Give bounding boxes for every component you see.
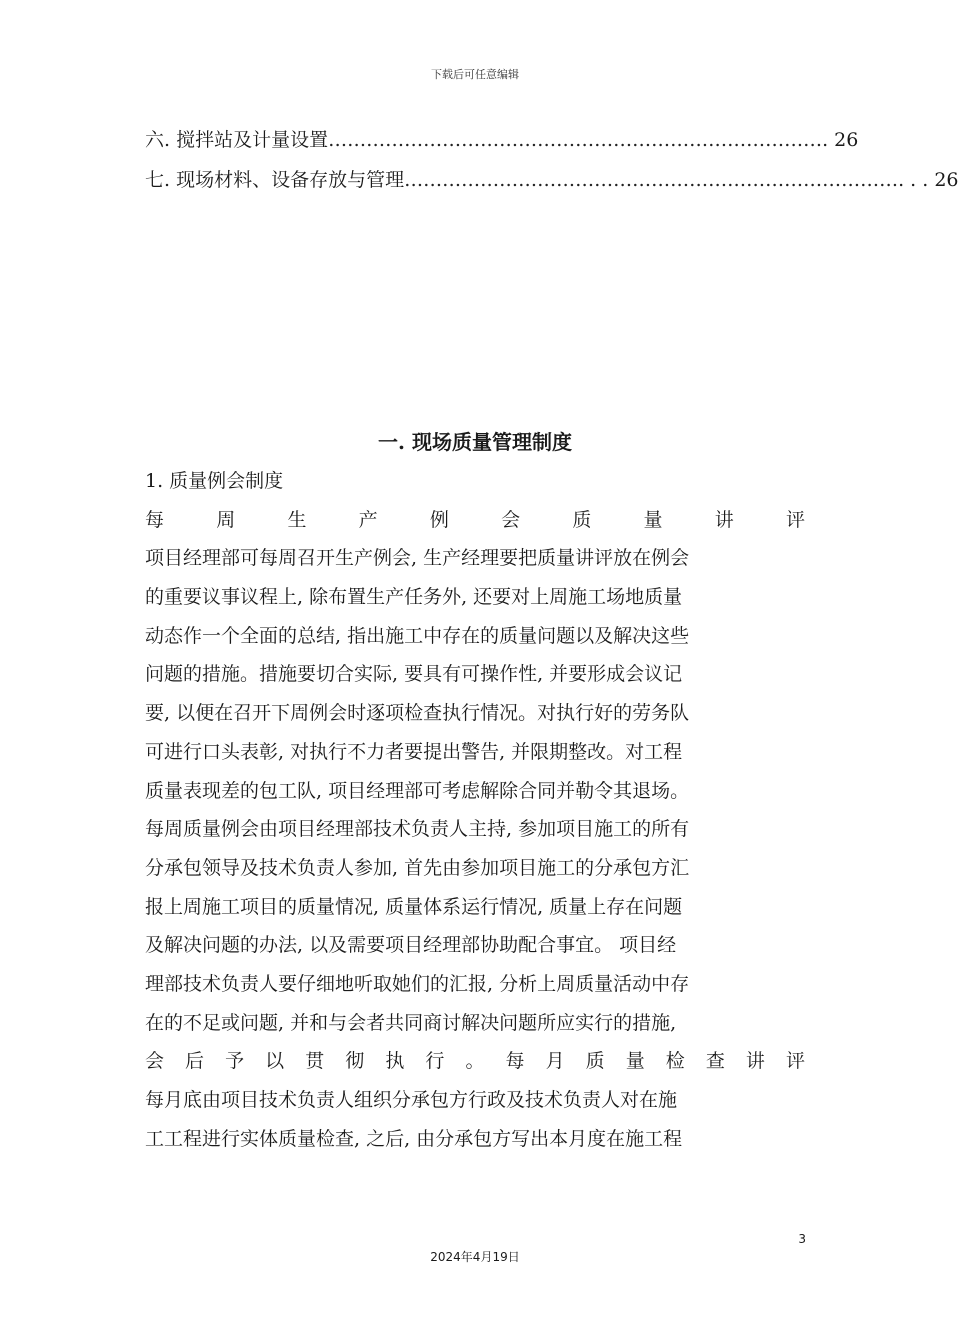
- toc-entry: [145, 160, 959, 200]
- page-number: 3: [798, 1232, 806, 1246]
- toc-entry-page: . 26: [822, 129, 859, 151]
- paragraph-line: 分承包领导及技术负责人参加, 首先由参加项目施工的分承包方汇: [145, 856, 690, 879]
- paragraph-line: 要, 以便在召开下周例会时逐项检查执行情况。对执行好的劳务队: [145, 702, 690, 725]
- toc-entry: [145, 120, 859, 160]
- paragraph-line: 及解决问题的办法, 以及需要项目经理部协助配合事宜。 项目经: [145, 934, 677, 957]
- toc-entry-page: . . . 26: [898, 169, 959, 191]
- toc-dot-leader: ……………………………………………………………………: [404, 169, 899, 191]
- page-header: 下载后可任意编辑: [431, 68, 519, 81]
- paragraph-line: 项目经理部可每周召开生产例会, 生产经理要把质量讲评放在例会: [145, 547, 690, 570]
- paragraph-line: 理部技术负责人要仔细地听取她们的汇报, 分析上周质量活动中存: [145, 972, 690, 995]
- paragraph-line: 质量表现差的包工队, 项目经理部可考虑解除合同并勒令其退场。: [145, 779, 690, 802]
- toc-entry-label: 七. 现场材料、设备存放与管理: [145, 169, 405, 191]
- subsection-heading: 1. 质量例会制度: [145, 470, 284, 492]
- body-text: [145, 462, 805, 1158]
- paragraph-line: 报上周施工项目的质量情况, 质量体系运行情况, 质量上存在问题: [145, 895, 683, 918]
- paragraph-line: 在的不足或问题, 并和与会者共同商讨解决问题所应实行的措施,: [145, 1011, 677, 1034]
- table-of-contents: [145, 120, 959, 200]
- paragraph-line: 的重要议事议程上, 除布置生产任务外, 还要对上周施工场地质量: [145, 586, 683, 609]
- paragraph-line: 每月底由项目技术负责人组织分承包方行政及技术负责人对在施: [145, 1089, 678, 1111]
- toc-dot-leader: ……………………………………………………………………: [328, 129, 823, 151]
- paragraph-line: 每周质量例会由项目经理部技术负责人主持, 参加项目施工的所有: [145, 818, 690, 841]
- paragraph-line: 问题的措施。措施要切合实际, 要具有可操作性, 并要形成会议记: [145, 663, 683, 686]
- section-title: 一. 现场质量管理制度: [378, 430, 572, 454]
- paragraph-line: 可进行口头表彰, 对执行不力者要提出警告, 并限期整改。对工程: [145, 740, 683, 763]
- toc-entry-label: 六. 搅拌站及计量设置: [145, 129, 329, 151]
- footer-date: 2024年4月19日: [430, 1250, 520, 1264]
- paragraph-line: 工工程进行实体质量检查, 之后, 由分承包方写出本月度在施工程: [145, 1127, 683, 1150]
- paragraph-line-justified: 会后予以贯彻执行。每月质量检查讲评: [145, 1050, 805, 1073]
- paragraph-line-justified: 每周生产例会质量讲评: [145, 508, 805, 531]
- paragraph-line: 动态作一个全面的总结, 指出施工中存在的质量问题以及解决这些: [145, 624, 690, 647]
